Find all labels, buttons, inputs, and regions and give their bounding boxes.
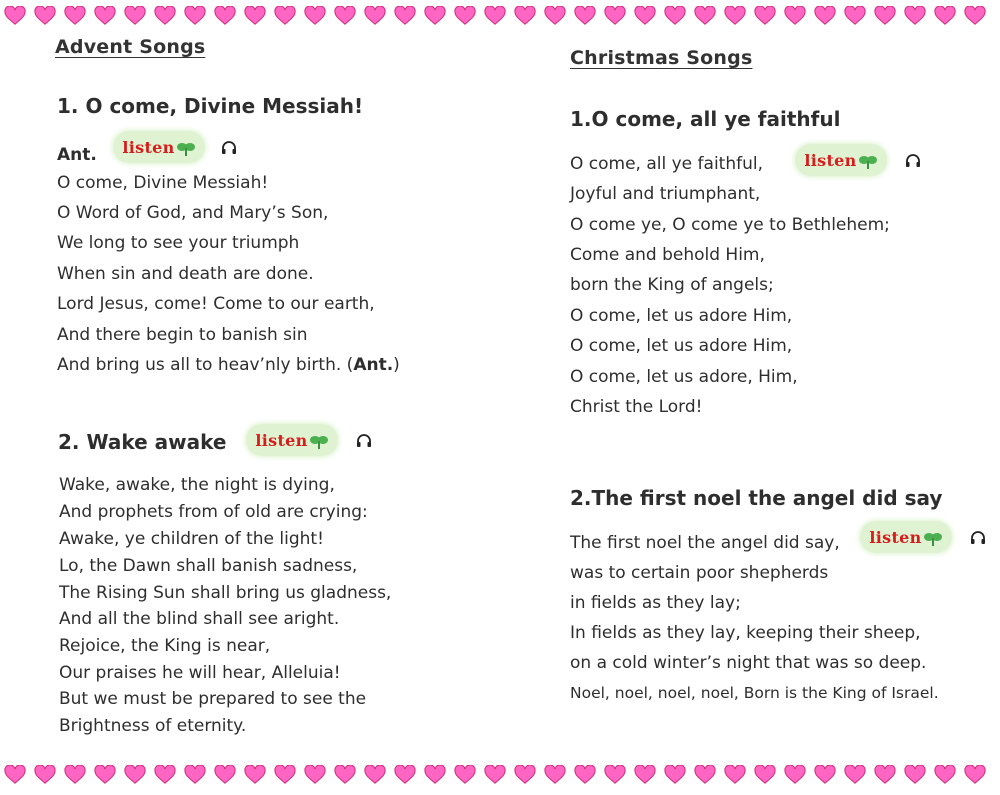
heart-icon xyxy=(480,762,510,788)
headphones-icon[interactable] xyxy=(221,140,237,156)
lyric-line: O come, let us adore Him, xyxy=(570,306,793,326)
section-title-advent: Advent Songs xyxy=(55,36,206,58)
heart-icon xyxy=(630,3,660,29)
lyric-line: And all the blind shall see aright. xyxy=(59,609,340,629)
heart-icon xyxy=(510,3,540,29)
heart-icon xyxy=(960,3,990,29)
lyric-line: Wake, awake, the night is dying, xyxy=(59,475,335,495)
heart-icon xyxy=(210,3,240,29)
lyric-line: born the King of angels; xyxy=(570,275,774,295)
heart-icon xyxy=(240,762,270,788)
heart-icon xyxy=(570,762,600,788)
lyric-line: But we must be prepared to see the xyxy=(59,689,367,709)
lyric-line: Lord Jesus, come! Come to our earth, xyxy=(57,294,375,314)
heart-icon xyxy=(390,3,420,29)
heart-icon xyxy=(960,762,990,788)
heart-icon xyxy=(420,762,450,788)
heart-icon xyxy=(540,3,570,29)
heart-icon xyxy=(660,3,690,29)
lyric-line: And there begin to banish sin xyxy=(57,325,308,345)
lyric-line: Come and behold Him, xyxy=(570,245,765,265)
headphones-icon[interactable] xyxy=(970,530,986,546)
heart-icon xyxy=(810,762,840,788)
heart-icon xyxy=(30,762,60,788)
lyric-line: And prophets from of old are crying: xyxy=(59,502,368,522)
heart-icon xyxy=(360,3,390,29)
lyric-text: ) xyxy=(393,355,400,375)
listen-label: listen xyxy=(255,430,308,450)
heart-icon xyxy=(90,3,120,29)
listen-button-advent-1[interactable] xyxy=(113,131,205,163)
heart-icon xyxy=(210,762,240,788)
lyric-line: Joyful and triumphant, xyxy=(570,184,761,204)
heart-icon xyxy=(900,762,930,788)
heart-icon xyxy=(180,3,210,29)
heart-icon xyxy=(720,762,750,788)
heart-icon xyxy=(900,3,930,29)
lyric-line: In fields as they lay, keeping their sheep, xyxy=(570,623,921,643)
heart-icon xyxy=(750,3,780,29)
heart-icon xyxy=(540,762,570,788)
lyric-line: We long to see your triumph xyxy=(57,233,300,253)
heart-icon xyxy=(270,762,300,788)
lyric-line: When sin and death are done. xyxy=(57,264,314,284)
lyric-line: O come ye, O come ye to Bethlehem; xyxy=(570,215,890,235)
lyric-line: O come, Divine Messiah! xyxy=(57,173,269,193)
heart-icon xyxy=(690,762,720,788)
heart-icon xyxy=(930,3,960,29)
heart-icon xyxy=(660,762,690,788)
listen-label: listen xyxy=(804,150,857,170)
sprout-icon xyxy=(309,434,329,453)
heart-icon xyxy=(150,762,180,788)
heart-icon xyxy=(600,3,630,29)
heart-icon xyxy=(180,762,210,788)
headphones-icon[interactable] xyxy=(905,153,921,169)
heart-icon xyxy=(720,3,750,29)
heart-icon xyxy=(780,762,810,788)
heart-icon xyxy=(930,762,960,788)
heart-icon xyxy=(360,762,390,788)
song-title-advent-2: 2. Wake awake xyxy=(58,430,227,454)
heart-icon xyxy=(480,3,510,29)
heart-icon xyxy=(510,762,540,788)
heart-icon xyxy=(120,3,150,29)
heart-icon xyxy=(60,762,90,788)
heart-icon xyxy=(30,3,60,29)
heart-icon xyxy=(450,762,480,788)
heart-icon xyxy=(90,762,120,788)
sprout-icon xyxy=(176,141,196,160)
lyric-line: The first noel the angel did say, xyxy=(570,533,840,553)
antiphon-label: Ant. xyxy=(57,145,97,165)
antiphon-reference: Ant. xyxy=(353,355,394,375)
sprout-icon xyxy=(923,531,943,550)
lyric-text: And bring us all to heav’nly birth. ( xyxy=(57,355,354,375)
heart-icon xyxy=(120,762,150,788)
lyric-line: O Word of God, and Mary’s Son, xyxy=(57,203,329,223)
heart-border-bottom xyxy=(0,762,1000,792)
heart-icon xyxy=(870,3,900,29)
heart-icon xyxy=(300,3,330,29)
heart-icon xyxy=(810,3,840,29)
listen-label: listen xyxy=(122,137,175,157)
heart-icon xyxy=(870,762,900,788)
heart-border-top xyxy=(0,3,1000,33)
song-title-christmas-2: 2.The first noel the angel did say xyxy=(570,486,943,510)
lyric-line: O come, all ye faithful, xyxy=(570,154,764,174)
heart-icon xyxy=(420,3,450,29)
heart-icon xyxy=(300,762,330,788)
lyric-line: in fields as they lay; xyxy=(570,593,741,613)
song-title-advent-1: 1. O come, Divine Messiah! xyxy=(57,94,364,118)
heart-icon xyxy=(840,762,870,788)
heart-icon xyxy=(0,762,30,788)
heart-icon xyxy=(60,3,90,29)
lyric-line: O come, let us adore, Him, xyxy=(570,367,798,387)
lyric-line: Brightness of eternity. xyxy=(59,716,247,736)
heart-icon xyxy=(0,3,30,29)
heart-icon xyxy=(450,3,480,29)
listen-button-christmas-1[interactable] xyxy=(795,144,887,176)
lyric-line: Awake, ye children of the light! xyxy=(59,529,324,549)
heart-icon xyxy=(690,3,720,29)
listen-button-advent-2[interactable] xyxy=(246,424,338,456)
lyric-line: Lo, the Dawn shall banish sadness, xyxy=(59,556,358,576)
heart-icon xyxy=(600,762,630,788)
lyric-line: Noel, noel, noel, noel, Born is the King of Israel. xyxy=(570,684,939,702)
sprout-icon xyxy=(858,154,878,173)
listen-label: listen xyxy=(869,527,922,547)
listen-button-christmas-2[interactable] xyxy=(860,521,952,553)
lyric-line: on a cold winter’s night that was so deep. xyxy=(570,653,927,673)
lyric-line: Christ the Lord! xyxy=(570,397,703,417)
heart-icon xyxy=(780,3,810,29)
section-title-christmas: Christmas Songs xyxy=(570,47,753,69)
lyric-line: The Rising Sun shall bring us gladness, xyxy=(59,583,392,603)
lyric-line: Our praises he will hear, Alleluia! xyxy=(59,663,341,683)
heart-icon xyxy=(330,762,360,788)
heart-icon xyxy=(840,3,870,29)
heart-icon xyxy=(570,3,600,29)
song-title-christmas-1: 1.O come, all ye faithful xyxy=(570,107,841,131)
heart-icon xyxy=(390,762,420,788)
heart-icon xyxy=(240,3,270,29)
headphones-icon[interactable] xyxy=(356,433,372,449)
lyric-line: O come, let us adore Him, xyxy=(570,336,793,356)
lyric-line-with-antiphon xyxy=(57,355,400,375)
heart-icon xyxy=(630,762,660,788)
heart-icon xyxy=(750,762,780,788)
heart-icon xyxy=(330,3,360,29)
lyric-line: Rejoice, the King is near, xyxy=(59,636,271,656)
heart-icon xyxy=(150,3,180,29)
lyric-line: was to certain poor shepherds xyxy=(570,563,829,583)
heart-icon xyxy=(270,3,300,29)
